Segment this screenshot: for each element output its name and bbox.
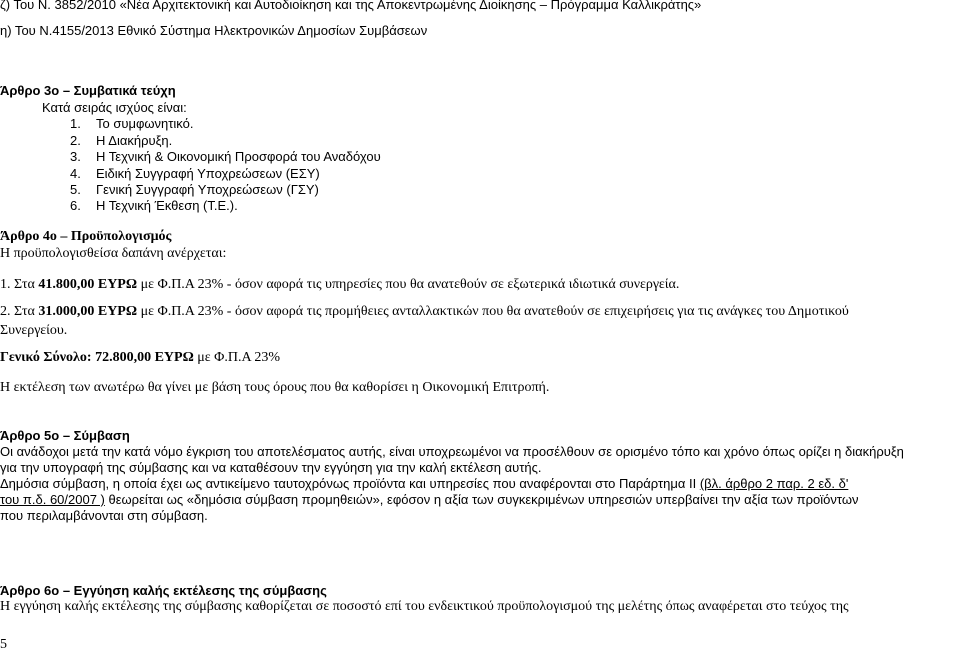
article5-p2-line2	[0, 492, 858, 508]
budget-item-2-text: με Φ.Π.Α 23% - όσον αφορά τις προμήθειες ανταλλακτικών που θα ανατεθούν σε επιχειρήσεις για τις ανάγκες του Δημοτικού	[137, 304, 849, 319]
budget-item-1-prefix: 1. Στα	[0, 277, 39, 292]
header-line-2: η) Του Ν.4155/2013 Εθνικό Σύστημα Ηλεκτρονικών Δημοσίων Συμβάσεων	[0, 23, 428, 38]
header-line-1: ζ) Του Ν. 3852/2010 «Νέα Αρχιτεκτονική και Αυτοδιοίκηση και της Αποκεντρωμένης Διοίκησης – Πρόγραμμα Καλλικράτης»	[0, 0, 702, 12]
legal-reference-link-cont[interactable]: του π.δ. 60/2007 )	[0, 492, 105, 507]
list-item-number: 6.	[70, 198, 81, 213]
list-item-text: Το συμφωνητικό.	[96, 116, 194, 131]
budget-total-suffix: με Φ.Π.Α 23%	[193, 350, 281, 365]
execution-note: Η εκτέλεση των ανωτέρω θα γίνει με βάση τους όρους που θα καθορίσει η Οικονομική Επιτροπή.	[0, 380, 550, 395]
article4-intro: Η προϋπολογισθείσα δαπάνη ανέρχεται:	[0, 246, 227, 261]
article3-heading: Άρθρο 3ο – Συμβατικά τεύχη	[0, 83, 176, 98]
budget-item-2-cont: Συνεργείου.	[0, 323, 68, 338]
budget-item-1	[0, 277, 679, 293]
list-item-text: Η Τεχνική Έκθεση (Τ.Ε.).	[96, 198, 238, 213]
article5-p2-line3: που περιλαμβάνονται στη σύμβαση.	[0, 508, 208, 523]
list-item-number: 1.	[70, 116, 81, 131]
budget-item-2-prefix: 2. Στα	[0, 304, 39, 319]
article5-p2-text-a: Δημόσια σύμβαση, η οποία έχει ως αντικείμενο ταυτοχρόνως προϊόντα και υπηρεσίες που αναφέρονται στο Παράρτημα ΙΙ	[0, 476, 700, 491]
list-item-number: 4.	[70, 166, 81, 181]
budget-total-label: Γενικό Σύνολο: 72.800,00 ΕΥΡΩ	[0, 350, 194, 365]
article5-p1-line1: Οι ανάδοχοι μετά την κατά νόμο έγκριση του αποτελέσματος αυτής, είναι υποχρεωμένοι να προσέλθουν σε ορισμένο τόπο και χρόνο όπως ορίζει η διακήρυξη	[0, 444, 904, 459]
article6-heading: Άρθρο 6ο – Εγγύηση καλής εκτέλεσης της σύμβασης	[0, 583, 327, 598]
article4-heading: Άρθρο 4ο – Προϋπολογισμός	[0, 229, 172, 244]
list-item-text: Η Διακήρυξη.	[96, 133, 173, 148]
budget-item-1-amount: 41.800,00 ΕΥΡΩ	[38, 277, 138, 292]
article6-text: Η εγγύηση καλής εκτέλεσης της σύμβασης καθορίζεται σε ποσοστό επί του ενδεικτικού προϋπολογισμού της μελέτης όπως αναφέρεται στο τεύχος της	[0, 599, 849, 614]
list-item-text: Ειδική Συγγραφή Υποχρεώσεων (ΕΣΥ)	[96, 166, 320, 181]
article5-heading: Άρθρο 5ο – Σύμβαση	[0, 428, 130, 443]
list-item-text: Γενική Συγγραφή Υποχρεώσεων (ΓΣΥ)	[96, 182, 319, 197]
budget-item-1-text: με Φ.Π.Α 23% - όσον αφορά τις υπηρεσίες που θα ανατεθούν σε εξωτερικά ιδιωτικά συνεργεία.	[137, 277, 680, 292]
article3-intro: Κατά σειράς ισχύος είναι:	[42, 100, 187, 115]
budget-item-2-amount: 31.000,00 ΕΥΡΩ	[38, 304, 138, 319]
budget-item-2	[0, 304, 849, 320]
article5-p2-line1	[0, 476, 848, 492]
legal-reference-link[interactable]: (βλ. άρθρο 2 παρ. 2 εδ. δ'	[699, 476, 849, 491]
list-item-number: 2.	[70, 133, 81, 148]
article5-p1-line2: για την υπογραφή της σύμβασης και να καταθέσουν την εγγύηση για την καλή εκτέλεση αυτής.	[0, 460, 542, 475]
list-item-number: 3.	[70, 149, 81, 164]
budget-total	[0, 350, 280, 366]
page-number: 5	[0, 637, 7, 652]
list-item-text: Η Τεχνική & Οικονομική Προσφορά του Αναδόχου	[96, 149, 381, 164]
list-item-number: 5.	[70, 182, 81, 197]
article5-p2-text-b: θεωρείται ως «δημόσια σύμβαση προμηθειών», εφόσον η αξία των συγκεκριμένων υπηρεσιών υπερβαίνει την αξία των προϊόντων	[104, 492, 859, 507]
